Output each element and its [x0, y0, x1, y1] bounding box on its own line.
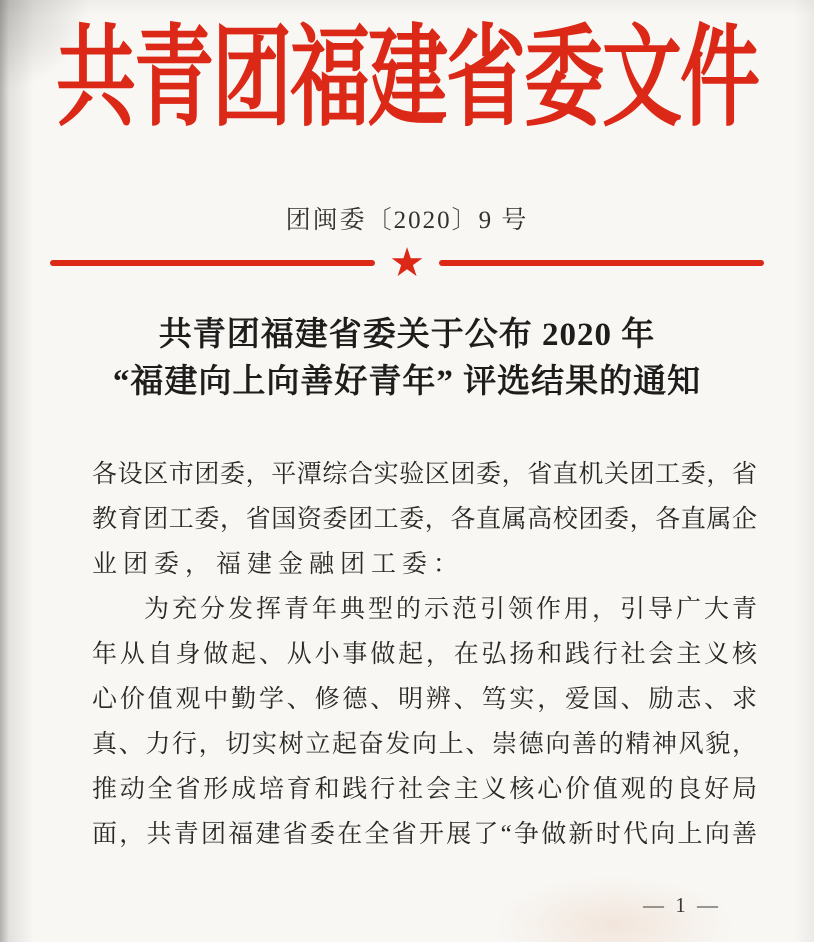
- body-line: 各设区市团委，平潭综合实验区团委，省直机关团工委，省: [92, 461, 757, 488]
- body-line: 心价值观中勤学、修德、明辨、笃实，爱国、励志、求: [92, 686, 757, 713]
- red-divider-rule: [50, 240, 764, 285]
- body-line: 教育团工委，省国资委团工委，各直属高校团委，各直属企: [92, 506, 757, 533]
- body-line: 面，共青团福建省委在全省开展了“争做新时代向上向善: [92, 821, 757, 848]
- body-paragraphs: [92, 452, 757, 857]
- letterhead-org-title: 共青团福建省委文件: [56, 19, 758, 141]
- red-rule-right: [439, 260, 764, 266]
- notice-title-line1: 共青团福建省委关于公布 2020 年: [158, 317, 656, 353]
- letterhead: [0, 19, 814, 142]
- body-line: 年从自身做起、从小事做起，在弘扬和践行社会主义核: [92, 641, 757, 668]
- body-line: 为充分发挥青年典型的示范引领作用，引导广大青: [144, 596, 757, 623]
- body-line: 业团委，福建金融团工委：: [92, 551, 465, 578]
- star-icon: ★: [389, 240, 425, 285]
- notice-title-line2: “福建向上向善好青年” 评选结果的通知: [112, 364, 702, 400]
- notice-title: [0, 312, 814, 406]
- red-rule-left: [50, 260, 375, 266]
- body-line: 推动全省形成培育和践行社会主义核心价值观的良好局: [92, 776, 757, 803]
- body-line: 真、力行，切实树立起奋发向上、崇德向善的精神风貌，: [92, 731, 757, 758]
- page-number: — 1 —: [643, 893, 721, 917]
- document-number: 团闽委〔2020〕9 号: [285, 207, 529, 234]
